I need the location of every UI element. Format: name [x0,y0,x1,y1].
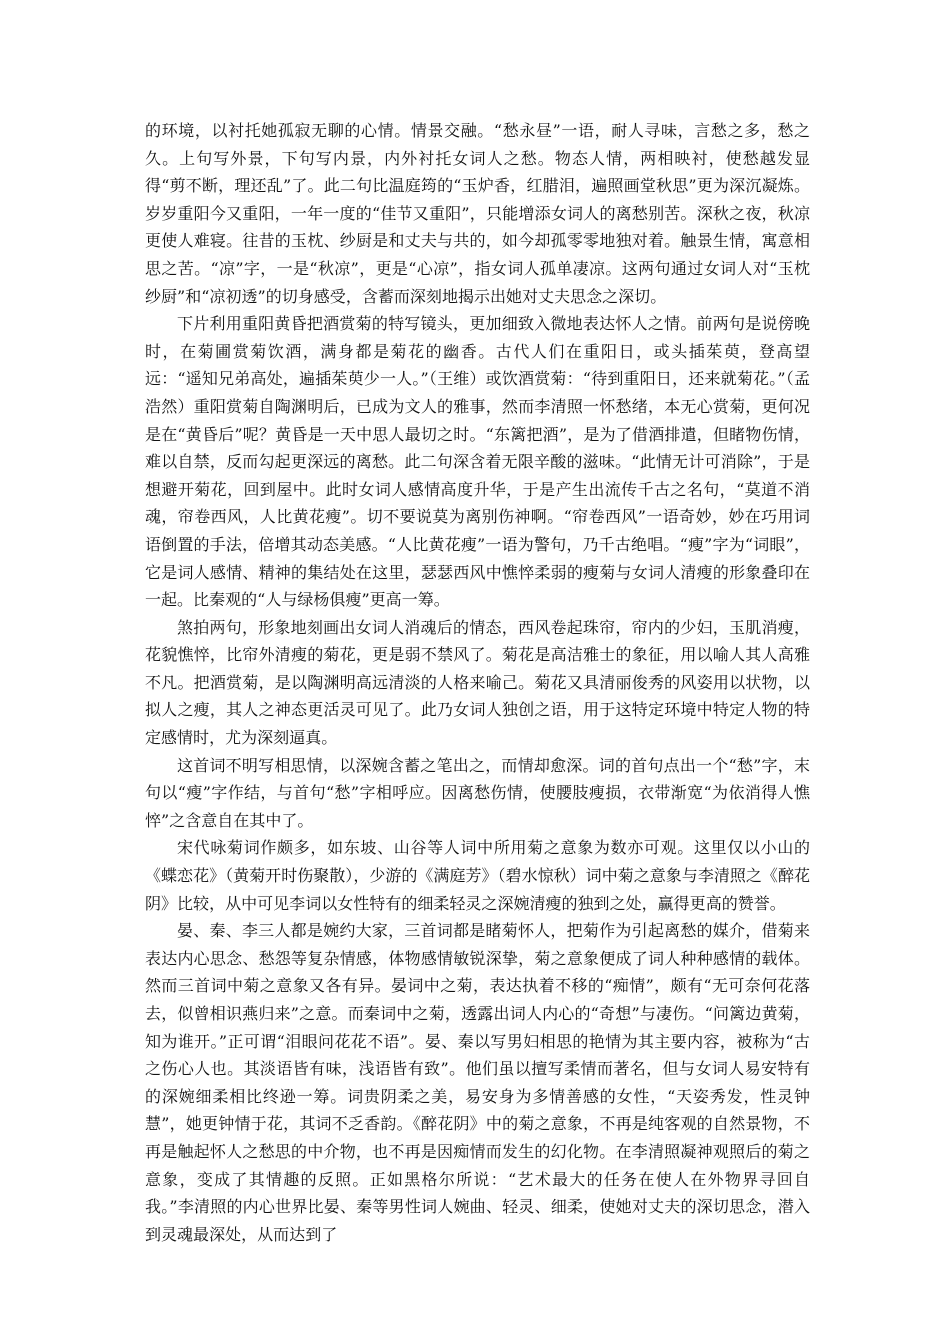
paragraph-summary: 这首词不明写相思情，以深婉含蓄之笔出之，而情却愈深。词的首句点出一个“愁”字，末句以“瘦”字作结，与首句“愁”字相呼应。因离愁伤情，使腰肢瘦损，衣带渐宽“为依消得人憔悴”之含意自在其中了。 [145,755,810,830]
paragraph-continuation: 的环境，以衬托她孤寂无聊的心情。情景交融。“愁永昼”一语，耐人寻味，言愁之多，愁之久。上句写外景，下句写内景，内外衬托女词人之愁。物态人情，两相映衬，使愁越发显得“剪不断，理还乱”了。此二句比温庭筠的“玉炉香，红腊泪，遍照画堂秋思”更为深沉凝炼。岁岁重阳今又重阳，一年一度的“佳节又重阳”，只能增添女词人的离愁别苦。深秋之夜，秋凉更使人难寝。往昔的玉枕、纱厨是和丈夫与共的，如今却孤零零地独对着。触景生情，寓意相思之苦。“凉”字，一是“秋凉”，更是“心凉”，指女词人孤单凄凉。这两句通过女词人对“玉枕纱厨”和“凉初透”的切身感受，含蓄而深刻地揭示出她对丈夫思念之深切。 [145,121,810,306]
paragraph-second-stanza: 下片利用重阳黄昏把酒赏菊的特写镜头，更加细致入微地表达怀人之情。前两句是说傍晚时，在菊圃赏菊饮酒，满身都是菊花的幽香。古代人们在重阳日，或头插茱萸，登高望远：“遥知兄弟高处，遍插茱萸少一人。”（王维）或饮酒赏菊：“待到重阳日，还来就菊花。”（孟浩然）重阳赏菊自陶渊明后，已成为文人的雅事，然而李清照一怀愁绪，本无心赏菊，更何况是在“黄昏后”呢？黄昏是一天中思人最切之时。“东篱把酒”，是为了借酒排遣，但睹物伤情，难以自禁，反而勾起更深远的离愁。此二句深含着无限辛酸的滋味。“此情无计可消除”，于是想避开菊花，回到屋中。此时女词人感情高度升华，于是产生出流传千古之名句，“莫道不消魂，帘卷西风，人比黄花瘦”。切不要说莫为离别伤神啊。“帘卷西风”一语奇妙，妙在巧用词语倒置的手法，倍增其动态美感。“人比黄花瘦”一语为警句，乃千古绝唱。“瘦”字为“词眼”，它是词人感情、精神的集结处在这里，瑟瑟西风中憔悴柔弱的瘦菊与女词人清瘦的形象叠印在一起。比秦观的“人与绿杨俱瘦”更高一筹。 [145,314,810,610]
paragraph-three-poets: 晏、秦、李三人都是婉约大家，三首词都是睹菊怀人，把菊作为引起离愁的媒介，借菊来表达内心思念、愁怨等复杂情感，体物感情敏锐深挚，菊之意象便成了词人种种感情的载体。然而三首词中菊之意象又各有异。晏词中之菊，表达执着不移的“痴情”，颇有“无可奈何花落去，似曾相识燕归来”之意。而秦词中之菊，透露出词人内心的“奇想”与凄伤。“问篱边黄菊，知为谁开。”正可谓“泪眼问花花不语”。晏、秦以写男妇相思的艳情为其主要内容，被称为“古之伤心人也。其淡语皆有味，浅语皆有致”。他们虽以擅写柔情而著名，但与女词人易安特有的深婉细柔相比终逊一筹。词贵阴柔之美，易安身为多情善感的女性，“天姿秀发，性灵钟慧”，她更钟情于花，其词不乏香韵。《醉花阴》中的菊之意象，不再是纯客观的自然景物，不再是触起怀人之愁思的中介物，也不再是因痴情而发生的幻化物。在李清照凝神观照后的菊之意象，变成了其情趣的反照。正如黑格尔所说：“艺术最大的任务在使人在外物界寻回自我。”李清照的内心世界比晏、秦等男性词人婉曲、轻灵、细柔，使她对丈夫的深切思念，潜入到灵魂最深处，从而达到了 [145,921,810,1244]
paragraph-song-comparison: 宋代咏菊词作颇多，如东坡、山谷等人词中所用菊之意象为数亦可观。这里仅以小山的《蝶恋花》（黄菊开时伤聚散），少游的《满庭芳》（碧水惊秋）词中菊之意象与李清照之《醉花阴》比较，从中可见李词以女性特有的细柔轻灵之深婉清瘦的独到之处，赢得更高的赞誉。 [145,838,810,913]
document-page [145,117,810,1248]
paragraph-ending-lines: 煞拍两句，形象地刻画出女词人消魂后的情态，西风卷起珠帘，帘内的少妇，玉肌消瘦，花貌憔悴，比帘外清瘦的菊花，更是弱不禁风了。菊花是高洁雅士的象征，用以喻人其人高雅不凡。把酒赏菊，是以陶渊明高远清淡的人格来喻己。菊花又具清丽俊秀的风姿用以状物，以拟人之瘦，其人之神态更活灵可见了。此乃女词人独创之语，用于这特定环境中特定人物的特定感情时，尤为深刻逼真。 [145,617,810,748]
